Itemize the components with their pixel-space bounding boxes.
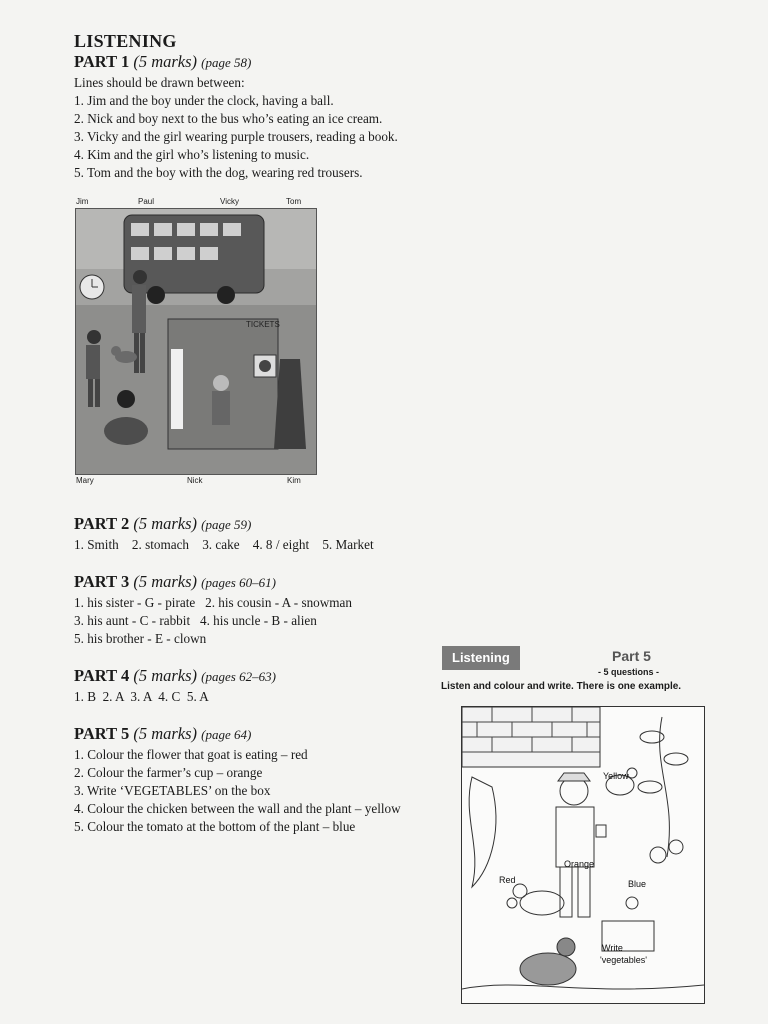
part2-page: (page 59) <box>201 517 252 532</box>
part2-label: PART 2 <box>74 514 130 533</box>
part4-marks: (5 marks) <box>133 666 198 685</box>
part1-heading <box>74 52 251 72</box>
part3-list <box>74 594 352 648</box>
part1-item: 5. Tom and the boy with the dog, wearing red trousers. <box>74 165 363 180</box>
part1-item: 1. Jim and the boy under the clock, having a ball. <box>74 93 334 108</box>
part5-item: 5. Colour the tomato at the bottom of the plant – blue <box>74 819 356 834</box>
part5-heading <box>74 724 251 744</box>
part1-item: 4. Kim and the girl who’s listening to music. <box>74 147 310 162</box>
part5-page: (page 64) <box>201 727 252 742</box>
part5-item: 1. Colour the flower that goat is eating – red <box>74 747 308 762</box>
page-title: LISTENING <box>74 31 177 51</box>
worksheet-instruction: Listen and colour and write. There is one example. <box>441 681 682 692</box>
part5-item: 3. Write ‘VEGETABLES’ on the box <box>74 783 271 798</box>
label-vegetables: 'vegetables' <box>600 955 647 965</box>
part1-marks: (5 marks) <box>133 52 198 71</box>
part3-page: (pages 60–61) <box>201 575 276 590</box>
part1-label: PART 1 <box>74 52 130 71</box>
part2-answers: 1. Smith 2. stomach 3. cake 4. 8 / eight 5. Market <box>74 537 374 552</box>
worksheet-subtitle: - 5 questions - <box>598 667 660 677</box>
part4-heading <box>74 666 276 686</box>
label-yellow: Yellow <box>603 771 629 781</box>
listening-banner: Listening <box>442 646 520 670</box>
figure-label-jim: Jim <box>76 197 89 206</box>
part3-item: 5. his brother - E - clown <box>74 631 207 646</box>
part4-page: (pages 62–63) <box>201 669 276 684</box>
part2-marks: (5 marks) <box>133 514 198 533</box>
part5-list <box>74 746 401 836</box>
label-blue: Blue <box>628 879 647 889</box>
part1-page: (page 58) <box>201 55 252 70</box>
label-orange: Orange <box>564 859 595 869</box>
figure-label-tom: Tom <box>286 197 302 206</box>
part1-item: 2. Nick and boy next to the bus who’s eating an ice cream. <box>74 111 383 126</box>
part4-answers: 1. B 2. A 3. A 4. C 5. A <box>74 689 209 704</box>
figure-label-paul: Paul <box>138 197 155 206</box>
part3-item: 3. his aunt - C - rabbit 4. his uncle - B - alien <box>74 613 317 628</box>
part4-label: PART 4 <box>74 666 130 685</box>
part3-heading <box>74 572 276 592</box>
part5-label: PART 5 <box>74 724 130 743</box>
part5-item: 2. Colour the farmer’s cup – orange <box>74 765 263 780</box>
bus-station-illustration <box>75 208 317 475</box>
tickets-sign: TICKETS <box>246 320 280 329</box>
part1-intro: Lines should be drawn between: <box>74 75 245 90</box>
farm-drawing <box>462 707 704 1003</box>
figure-label-mary: Mary <box>76 476 94 485</box>
farm-illustration <box>461 706 705 1004</box>
figure-label-vicky: Vicky <box>220 197 239 206</box>
part5-item: 4. Colour the chicken between the wall and the plant – yellow <box>74 801 401 816</box>
label-write: Write <box>602 943 623 953</box>
part3-item: 1. his sister - G - pirate 2. his cousin - A - snowman <box>74 595 353 610</box>
figure-label-kim: Kim <box>287 476 301 485</box>
part5-marks: (5 marks) <box>133 724 198 743</box>
part3-label: PART 3 <box>74 572 130 591</box>
part1-list <box>74 92 398 182</box>
part2-heading <box>74 514 251 534</box>
bus-station-drawing <box>76 209 316 474</box>
part3-marks: (5 marks) <box>133 572 198 591</box>
worksheet-part: Part 5 <box>612 648 651 664</box>
figure-label-nick: Nick <box>187 476 203 485</box>
label-red: Red <box>499 875 516 885</box>
part1-item: 3. Vicky and the girl wearing purple trousers, reading a book. <box>74 129 398 144</box>
